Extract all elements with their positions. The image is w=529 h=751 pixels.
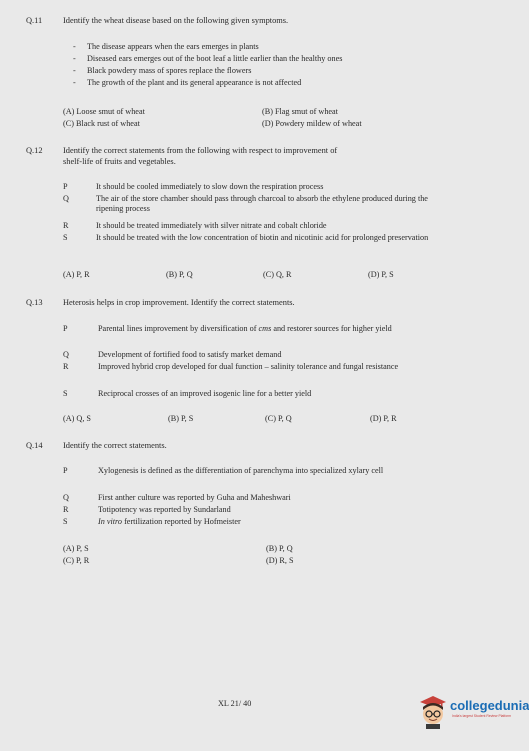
q14-stem: Identify the correct statements.	[63, 441, 167, 450]
q13-label-s: S	[63, 389, 68, 398]
q11-option-c[interactable]: (C) Black rust of wheat	[63, 119, 140, 128]
q11-symptom: The disease appears when the ears emerges in plants	[87, 42, 259, 51]
q12-label-q: Q	[63, 194, 69, 203]
q12-option-d[interactable]: (D) P, S	[368, 270, 394, 279]
q11-bullet: -	[73, 54, 76, 63]
q12-option-b[interactable]: (B) P, Q	[166, 270, 193, 279]
collegedunia-logo	[414, 692, 529, 730]
q13-option-c[interactable]: (C) P, Q	[265, 414, 292, 423]
q12-statement-r: It should be treated immediately with silver nitrate and cobalt chloride	[96, 221, 327, 230]
q11-bullet: -	[73, 66, 76, 75]
q14-option-b[interactable]: (B) P, Q	[266, 544, 293, 553]
q14-statement-p: Xylogenesis is defined as the differentiation of parenchyma into specialized xylary cell	[98, 466, 384, 475]
q11-number: Q.11	[26, 16, 43, 25]
q12-label-r: R	[63, 221, 69, 230]
logo-tagline: India's largest Student Review Platform	[452, 714, 512, 718]
in-vitro-term: In vitro	[98, 517, 123, 526]
q13-statement-r: Improved hybrid crop developed for dual function – salinity tolerance and fungal resistance	[98, 362, 399, 371]
q13-label-r: R	[63, 362, 69, 371]
q14-number: Q.14	[26, 441, 43, 450]
mascot-icon	[416, 693, 450, 729]
cms-term: cms	[258, 324, 272, 333]
q14-option-c[interactable]: (C) P, R	[63, 556, 90, 565]
q14-statement-q: First anther culture was reported by Guha and Maheshwari	[98, 493, 291, 502]
q11-symptom: The growth of the plant and its general appearance is not affected	[87, 78, 302, 87]
q12-stem-line2: shelf-life of fruits and vegetables.	[63, 157, 176, 166]
q12-option-c[interactable]: (C) Q, R	[263, 270, 292, 279]
q13-statement-s: Reciprocal crosses of an improved isogenic line for a better yield	[98, 389, 312, 398]
q14-label-q: Q	[63, 493, 69, 502]
q11-symptom: Diseased ears emerges out of the boot leaf a little earlier than the healthy ones	[87, 54, 343, 63]
q12-statement-p: It should be cooled immediately to slow down the respiration process	[96, 182, 324, 191]
q12-statement-s: It should be treated with the low concentration of biotin and nicotinic acid for prolonged preservation	[96, 233, 429, 242]
q13-statement-p: Parental lines improvement by diversification of cms and restorer sources for higher yield	[98, 324, 392, 333]
q12-label-s: S	[63, 233, 68, 242]
q14-statement-s: In vitro fertilization reported by Hofmeister	[98, 517, 241, 526]
q11-bullet: -	[73, 42, 76, 51]
q13-option-a[interactable]: (A) Q, S	[63, 414, 91, 423]
q14-label-s: S	[63, 517, 68, 526]
q12-statement-q: The air of the store chamber should pass through charcoal to absorb the ethylene produced during the ripening process	[96, 194, 428, 213]
q14-option-d[interactable]: (D) R, S	[266, 556, 294, 565]
q11-option-a[interactable]: (A) Loose smut of wheat	[63, 107, 145, 116]
q12-option-a[interactable]: (A) P, R	[63, 270, 90, 279]
q13-statement-q: Development of fortified food to satisfy market demand	[98, 350, 282, 359]
q13-stem: Heterosis helps in crop improvement. Identify the correct statements.	[63, 298, 295, 307]
q13-label-p: P	[63, 324, 68, 333]
q11-stem: Identify the wheat disease based on the following given symptoms.	[63, 16, 289, 25]
q14-option-a[interactable]: (A) P, S	[63, 544, 89, 553]
q14-label-r: R	[63, 505, 69, 514]
q14-statement-r: Totipotency was reported by Sundarland	[98, 505, 231, 514]
q13-option-b[interactable]: (B) P, S	[168, 414, 194, 423]
page-number: XL 21/ 40	[218, 699, 252, 708]
q11-option-d[interactable]: (D) Powdery mildew of wheat	[262, 119, 362, 128]
q12-number: Q.12	[26, 146, 43, 155]
logo-wordmark: collegedunia	[450, 698, 529, 713]
q12-stem-line1: Identify the correct statements from the following with respect to improvement of	[63, 146, 338, 155]
q13-label-q: Q	[63, 350, 69, 359]
q11-option-b[interactable]: (B) Flag smut of wheat	[262, 107, 338, 116]
q11-symptom: Black powdery mass of spores replace the flowers	[87, 66, 252, 75]
q13-number: Q.13	[26, 298, 43, 307]
q13-option-d[interactable]: (D) P, R	[370, 414, 397, 423]
q11-bullet: -	[73, 78, 76, 87]
q14-label-p: P	[63, 466, 68, 475]
q12-label-p: P	[63, 182, 68, 191]
